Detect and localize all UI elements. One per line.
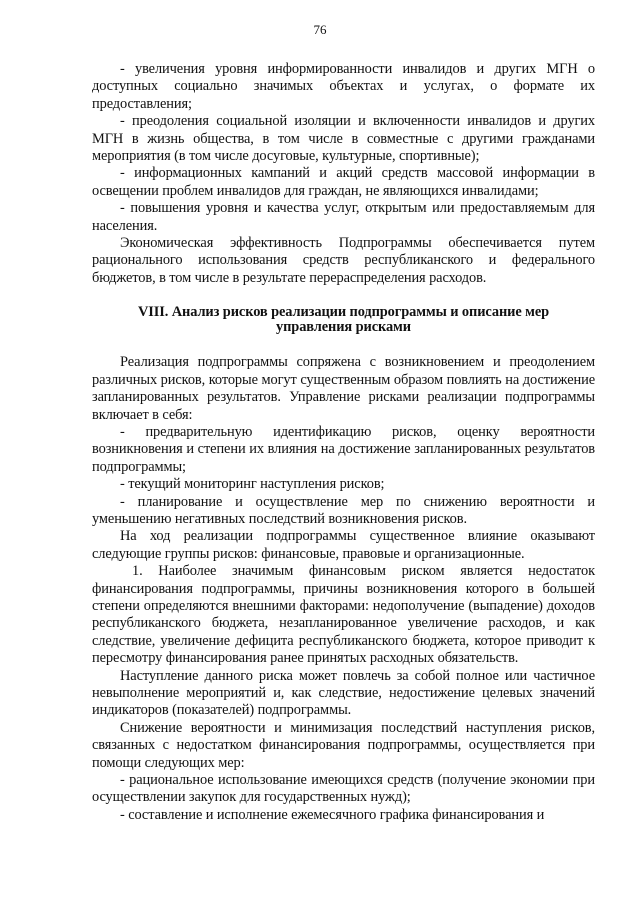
paragraph-risk-mitigation: Снижение вероятности и минимизация последствий наступления рисков, связанных с недостатком финансирования подпрограммы, осуществляется при помощи следующих мер: bbox=[92, 719, 595, 771]
paragraph-risk-groups: На ход реализации подпрограммы существенное влияние оказывают следующие группы рисков: финансовые, правовые и организационные. bbox=[92, 528, 595, 562]
paragraph-risk-planning: - планирование и осуществление мер по снижению вероятности и уменьшению негативных последствий возникновения рисков. bbox=[92, 493, 595, 527]
page-number: 76 bbox=[313, 22, 327, 37]
paragraph-rational-use: - рациональное использование имеющихся средств (получение экономии при осуществлении закупок для государственных нужд); bbox=[92, 772, 595, 806]
paragraph-economic-efficiency: Экономическая эффективность Подпрограммы обеспечивается путем рационального использования средств республиканского и федерального бюджетов, в том числе в результате перераспределения расходов. bbox=[92, 235, 595, 286]
paragraph-information-campaigns: - информационных кампаний и акций средств массовой информации в освещении проблем инвалидов для граждан, не являющихся инвалидами; bbox=[92, 165, 595, 199]
paragraph-social-isolation: - преодоления социальной изоляции и включенности инвалидов и других МГН в жизнь общества, в том числе в совместные с другими гражданами мероприятия (в том числе досуговые, культурные, спортивные); bbox=[92, 113, 595, 165]
paragraph-risk-monitoring: - текущий мониторинг наступления рисков; bbox=[120, 476, 385, 493]
section-heading: VIII. Анализ рисков реализации подпрограммы и описание мер управления рисками bbox=[137, 304, 550, 336]
paragraph-financial-risk: 1. Наиболее значимым финансовым риском является недостаток финансирования подпрограммы, причины возникновения которого в большей степени определяются внешними факторами: недополучение (выпадение) доходов республиканского бюджета, незапланированное увеличение расходов, и как следствие, увеличение дефицита республиканского бюджета, которое приводит к пересмотру финансирования ранее принятых расходных обязательств. bbox=[92, 563, 595, 667]
paragraph-awareness: - увеличения уровня информированности инвалидов и других МГН о доступных социально значимых объектах и услугах, о формате их предоставления; bbox=[92, 61, 595, 112]
paragraph-service-quality: - повышения уровня и качества услуг, открытым или предоставляемым для населения. bbox=[92, 200, 595, 234]
paragraph-monthly-schedule: - составление и исполнение ежемесячного графика финансирования и bbox=[120, 806, 545, 823]
paragraph-risk-consequences: Наступление данного риска может повлечь за собой полное или частичное невыполнение мероприятий и, как следствие, недостижение целевых значений индикаторов (показателей) подпрограммы. bbox=[92, 667, 595, 719]
document-body bbox=[92, 61, 595, 824]
paragraph-risk-identification: - предварительную идентификацию рисков, оценку вероятности возникновения и степени их влияния на достижение запланированных результатов подпрограммы; bbox=[92, 423, 595, 475]
paragraph-risk-intro: Реализация подпрограммы сопряжена с возникновением и преодолением различных рисков, которые могут существенным образом повлиять на достижение запланированных результатов. Управление рисками реализации подпрограммы включает в себя: bbox=[92, 354, 595, 423]
